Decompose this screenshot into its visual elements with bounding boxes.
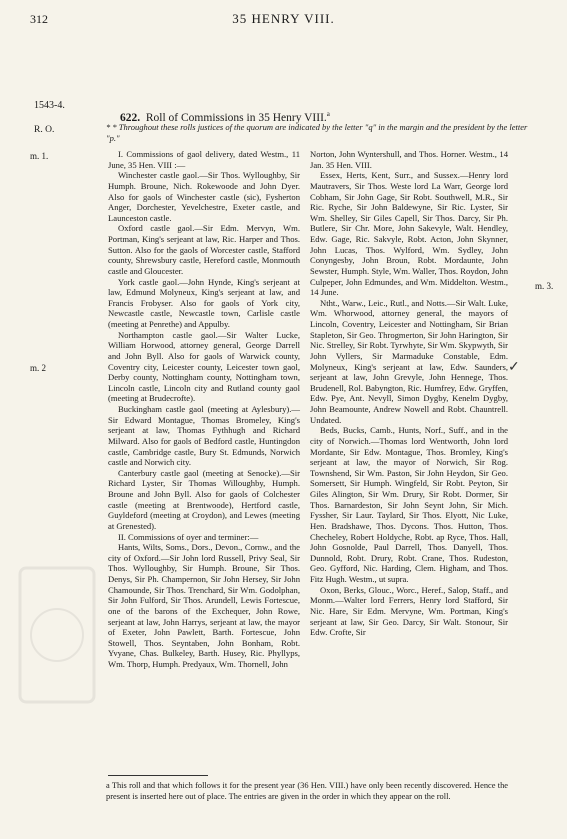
check-mark-icon: ✓ (508, 360, 520, 375)
paragraph: Oxon, Berks, Glouc., Worc., Heref., Salop, Staff., and Monm.—Walter lord Ferrers, Henry lord Stafford, Sir Nic. Hare, Sir Edm. Mervyne, Wm. Portman, King's serjeant at law, Sir Geo. Darcy, Sir Walt. Stonour, Sir Edw. Crofte, Sir (310, 584, 508, 638)
page-number: 312 (30, 12, 48, 26)
source-reference: R. O. (34, 125, 55, 135)
paragraph: Hants, Wilts, Soms., Dors., Devon., Cornw., and the city of Oxford.—Sir John lord Russell, Privy Seal, Sir Thos. Wylloughby, Sir Humph. Broune, Sir Thos. Denys, Sir Ph. Champernon, Sir John Hersey, Sir John Chamounde, Sir Thos. Trenchard, Sir Wm. Godolphan, Sir John Fulford, Sir Thos. Arundell, Lewis Fortescue, one of the barons of the Exchequer, John Rowe, serjeant at law, John Harrys, serjeant at law, the mayor of Exeter, John Pawlett, Barth. Fortescue, John Stowell, Thos. Seyntaben, John Bonham, Robt. Yvyane, Chas. Bulkeley, Barth. Husey, Ric. Phyllyps, Wm. Thorp, Humph. Predyaux, Wm. Thornell, John (108, 542, 300, 669)
paragraph: York castle gaol.—John Hynde, King's serjeant at law, Edmund Molyneux, King's serjeant at law, and Francis Frobyser. Also for gaols of York city, Newcastle castle, Newcastle town, Carlisle castle (meeting at Penrethe) and Appulby. (108, 276, 300, 329)
footnote: a This roll and that which follows it for the present year (36 Hen. VIII.) have only been recently discovered. Hence the present is inserted here out of place. The entries are given in the order in which they appear on the roll. (106, 781, 508, 801)
paragraph: Beds, Bucks, Camb., Hunts, Norf., Suff., and in the city of Norwich.—Thomas lord Wentworth, John lord Mordante, Sir Edw. Montague, Thos. Bromley, King's serjeant at law, the mayor of Norwich, Sir Rog. Townshend, Sir Wm. Paston, Sir John Heydon, Sir Geo. Somersett, Sir Humph. Wingfeld, Sir Robt. Peyton, Sir Giles Alington, Sir Wm. Drury, Sir Robt. Dormer, Sir Thos. Barnardeston, Sir John Seynt John, Sir Mich. Fyssher, Sir Laur. Taylard, Sir Thos. Elyott, Nic Luke, Hen. Bradshawe, Thos. Dycons. Thos. Hutton, Thos. Checheley, Robert Holdyche, Robt. ap Ryce, Thos. Hall, John Gosnolde, Paul Darrell, Thos. Danyell, Thos. Dunnold, Robt. Drury, Robt. Crane, Thos. Rudeston, Geo. Gyfford, Nic. Harding, Clem. Higham, and Thos. Fitz Hugh. Westm., ut supra. (310, 425, 508, 584)
editorial-note: * * Throughout these rolls justices of the quorum are indicated by the letter "q" in the margin and the president by the letter "p." (106, 122, 528, 143)
paragraph: Buckingham castle gaol (meeting at Aylesbury).—Sir Edward Montague, Thomas Bromeley, King's serjeant at law, Thomas Fythhugh and Richard Milward. Also for gaols of Bedford castle, Huntingdon castle, Cambridge castle, Bury St. Edmunds, Norwich castle and Norwich city. (108, 404, 300, 468)
right-column (310, 149, 508, 638)
left-column (108, 149, 300, 670)
paragraph: Norton, John Wyntershull, and Thos. Horner. Westm., 14 Jan. 35 Hen. VIII. (310, 149, 508, 170)
membrane-mark-2: m. 2 (30, 363, 47, 373)
paragraph: Canterbury castle gaol (meeting at Senocke).—Sir Richard Lyster, Sir Thomas Willoughby, Humph. Broune and John Byll. Also for gaols of Colchester castle (meeting at Brentwoode), Hertford castle, Guyldeford (meeting at Croydon), and Lewes (meeting at Grenested). (108, 467, 300, 531)
footnote-divider (108, 775, 208, 776)
paragraph: Oxford castle gaol.—Sir Edm. Mervyn, Wm. Portman, King's serjeant at law, Ric. Harper and Thos. Sutton. Also for the gaols of Worcester castle, Stafford county, Shrewsbury castle, Hereford castle, Monmouth castle and Gloucester. (108, 223, 300, 276)
paragraph: Northampton castle gaol.—Sir Walter Lucke, William Horwood, attorney general, George Darrell and John Byll. Also for gaols of Warwick county, Coventry city, Leicester county, Leicester town gaol, Derby county, Nottingham county, Nottingham town, Lincoln castle, Lincoln city and Rutland county gaol (meeting at Brudecrofte). (108, 329, 300, 404)
paragraph: Winchester castle gaol.—Sir Thos. Wylloughby, Sir Humph. Broune, Nich. Rokewoode and John Dyer. Also for gaols of Winchester castle (sic), Fysherton Anger, Dorchester, Yevelchestre, Exeter castle, and Launceston castle. (108, 170, 300, 223)
library-stamp-watermark (12, 560, 102, 710)
margin-year: 1543-4. (34, 100, 65, 111)
running-header (0, 8, 567, 28)
paragraph: Ntht., Warw., Leic., Rutl., and Notts.—Sir Walt. Luke, Wm. Whorwood, attorney general, the mayors of Lincoln, Coventry, Leicester and Nottingham, Sir Brian Stapleton, Sir Geo. Throgmerton, Sir John Harington, Sir Nic. Strelley, Sir Robt. Tyrwhyte, Sir Wm. Skypwyth, Sir John Vyllers, Sir Marmaduke Constable, Edm. Molyneux, King's serjeant at law, Edw. Saunders, serjeant at law, John Grevyle, John Hennege, Thos. Brudenell, Rol. Babyngton, Ric. Humfrey, Edw. Gryffen, Edw. Pye, Ant. Nevyll, Simon Dygby, Kenelm Dygby, John Beamounte, Andrew Nowell and Robt. Chauntrell. Undated. (310, 297, 508, 425)
section-number: 622. (120, 111, 141, 124)
membrane-mark-3: m. 3. (535, 281, 554, 291)
section-title: Roll of Commissions in 35 Henry VIII. (145, 111, 327, 124)
paragraph: II. Commissions of oyer and terminer:— (118, 531, 259, 542)
paragraph: Essex, Herts, Kent, Surr., and Sussex.—Henry lord Mautravers, Sir Thos. Weste lord La Warr, George lord Cobham, Sir John Gage, Sir Robt. Southwell, M.R., Sir Ric. Ryche, Sir John Baldewyne, Sir Ric. Lyster, Sir Wm. Shelley, Sir Giles Capell, Sir Thos. Darcy, Sir Ph. Butlere, Sir Chr. More, John Sakevyle, Walt. Hendley, Edw. Gage, Ric. Sakvyle, Robt. Acton, John Skynner, John Lucas, Thos. Wylford, Wm. Sydley, John Conyngesby, John Broun, Robt. Mordaunte, John Sewster, Humph. Style, Wm. Waller, Thos. Roydon, John Culpeper, John Edmundes, and Wm. Middelton. Westm., 14 June. (310, 170, 508, 298)
paragraph: I. Commissions of gaol delivery, dated Westm., 11 June, 35 Hen. VIII :— (108, 149, 300, 170)
running-title: 35 HENRY VIII. (232, 11, 335, 26)
section-note-ref: a (326, 110, 330, 118)
membrane-mark-1: m. 1. (30, 151, 49, 161)
